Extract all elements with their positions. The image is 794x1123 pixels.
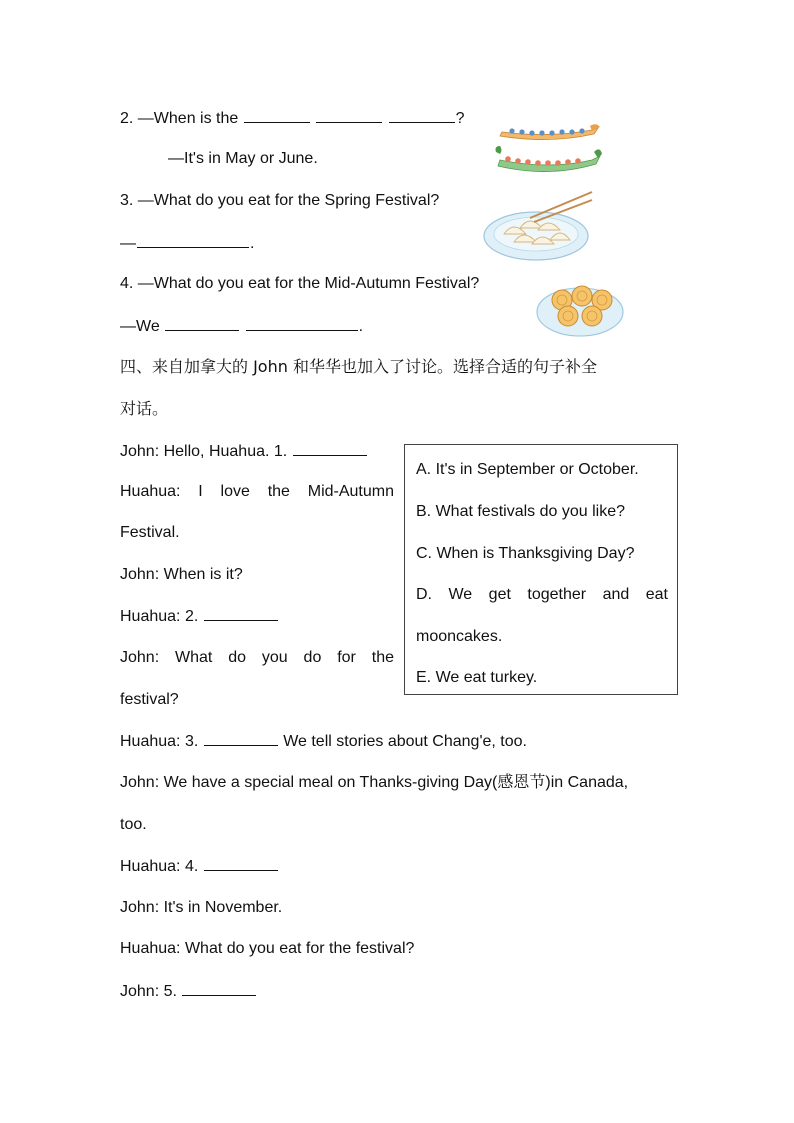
q2-blank-1[interactable]: [244, 108, 310, 123]
option-a: A. It's in September or October.: [416, 461, 639, 478]
q4-blank-1[interactable]: [165, 316, 239, 331]
dialogue-line-11: [120, 981, 257, 1002]
q2-question-end: ?: [455, 110, 465, 127]
dialogue-blank-3[interactable]: [204, 731, 278, 746]
q2-question-text: 2. —When is the: [120, 110, 239, 127]
dialogue-line-1: [120, 441, 368, 462]
option-d-line2: mooncakes.: [416, 628, 503, 645]
dialogue-line-8: [120, 856, 279, 877]
option-e: E. We eat turkey.: [416, 669, 538, 686]
dialogue-blank-5[interactable]: [182, 981, 256, 996]
mooncakes-illustration: [536, 274, 626, 338]
dialogue-blank-2[interactable]: [204, 606, 278, 621]
q2-answer: —It's in May or June.: [168, 150, 318, 167]
q3-end: .: [250, 235, 255, 252]
q2-blank-3[interactable]: [389, 108, 455, 123]
q3-answer: [120, 233, 254, 254]
q2-question: [120, 108, 465, 129]
section4-heading-line2: 对话。: [120, 399, 169, 418]
dialogue-line-10: Huahua: What do you eat for the festival?: [120, 940, 415, 957]
q4-blank-2[interactable]: [246, 316, 358, 331]
q3-blank[interactable]: [137, 233, 249, 248]
dialogue-line-7a: John: We have a special meal on Thanks-giving Day(感恩节)in Canada,: [120, 774, 629, 791]
dialogue-line-4-text: Huahua: 2.: [120, 608, 199, 625]
dialogue-blank-1[interactable]: [293, 441, 367, 456]
dialogue-line-11-text: John: 5.: [120, 983, 177, 1000]
option-c: C. When is Thanksgiving Day?: [416, 545, 635, 562]
dialogue-line-3: John: When is it?: [120, 566, 243, 583]
dialogue-line-5a: John: What do you do for the: [120, 649, 394, 666]
dialogue-line-5b: festival?: [120, 691, 179, 708]
dialogue-line-6-text: Huahua: 3.: [120, 733, 199, 750]
dialogue-line-2b: Festival.: [120, 524, 180, 541]
dialogue-line-1-text: John: Hello, Huahua. 1.: [120, 443, 288, 460]
q4-answer: [120, 316, 363, 337]
dialogue-line-4: [120, 606, 279, 627]
dragon-boat-illustration: [494, 122, 604, 182]
q4-end: .: [358, 318, 364, 335]
dialogue-blank-4[interactable]: [204, 856, 278, 871]
q4-answer-start: —We: [120, 318, 160, 335]
dialogue-line-7b: too.: [120, 816, 147, 833]
dialogue-line-6-tail: We tell stories about Chang'e, too.: [283, 733, 527, 750]
section4-heading-line1: 四、来自加拿大的 John 和华华也加入了讨论。选择合适的句子补全: [120, 357, 597, 376]
q3-dash: —: [120, 235, 136, 252]
dialogue-line-8-text: Huahua: 4.: [120, 858, 199, 875]
dialogue-line-9: John: It's in November.: [120, 899, 283, 916]
dumplings-illustration: [480, 188, 596, 266]
option-b: B. What festivals do you like?: [416, 503, 625, 520]
dialogue-line-2a: Huahua: I love the Mid-Autumn: [120, 483, 394, 500]
q2-blank-2[interactable]: [316, 108, 382, 123]
options-box: [404, 444, 678, 695]
q4-question: 4. —What do you eat for the Mid-Autumn Festival?: [120, 275, 480, 292]
q3-question: 3. —What do you eat for the Spring Festival?: [120, 192, 440, 209]
option-d-line1: D. We get together and eat: [416, 586, 668, 603]
dialogue-line-6: [120, 731, 527, 752]
